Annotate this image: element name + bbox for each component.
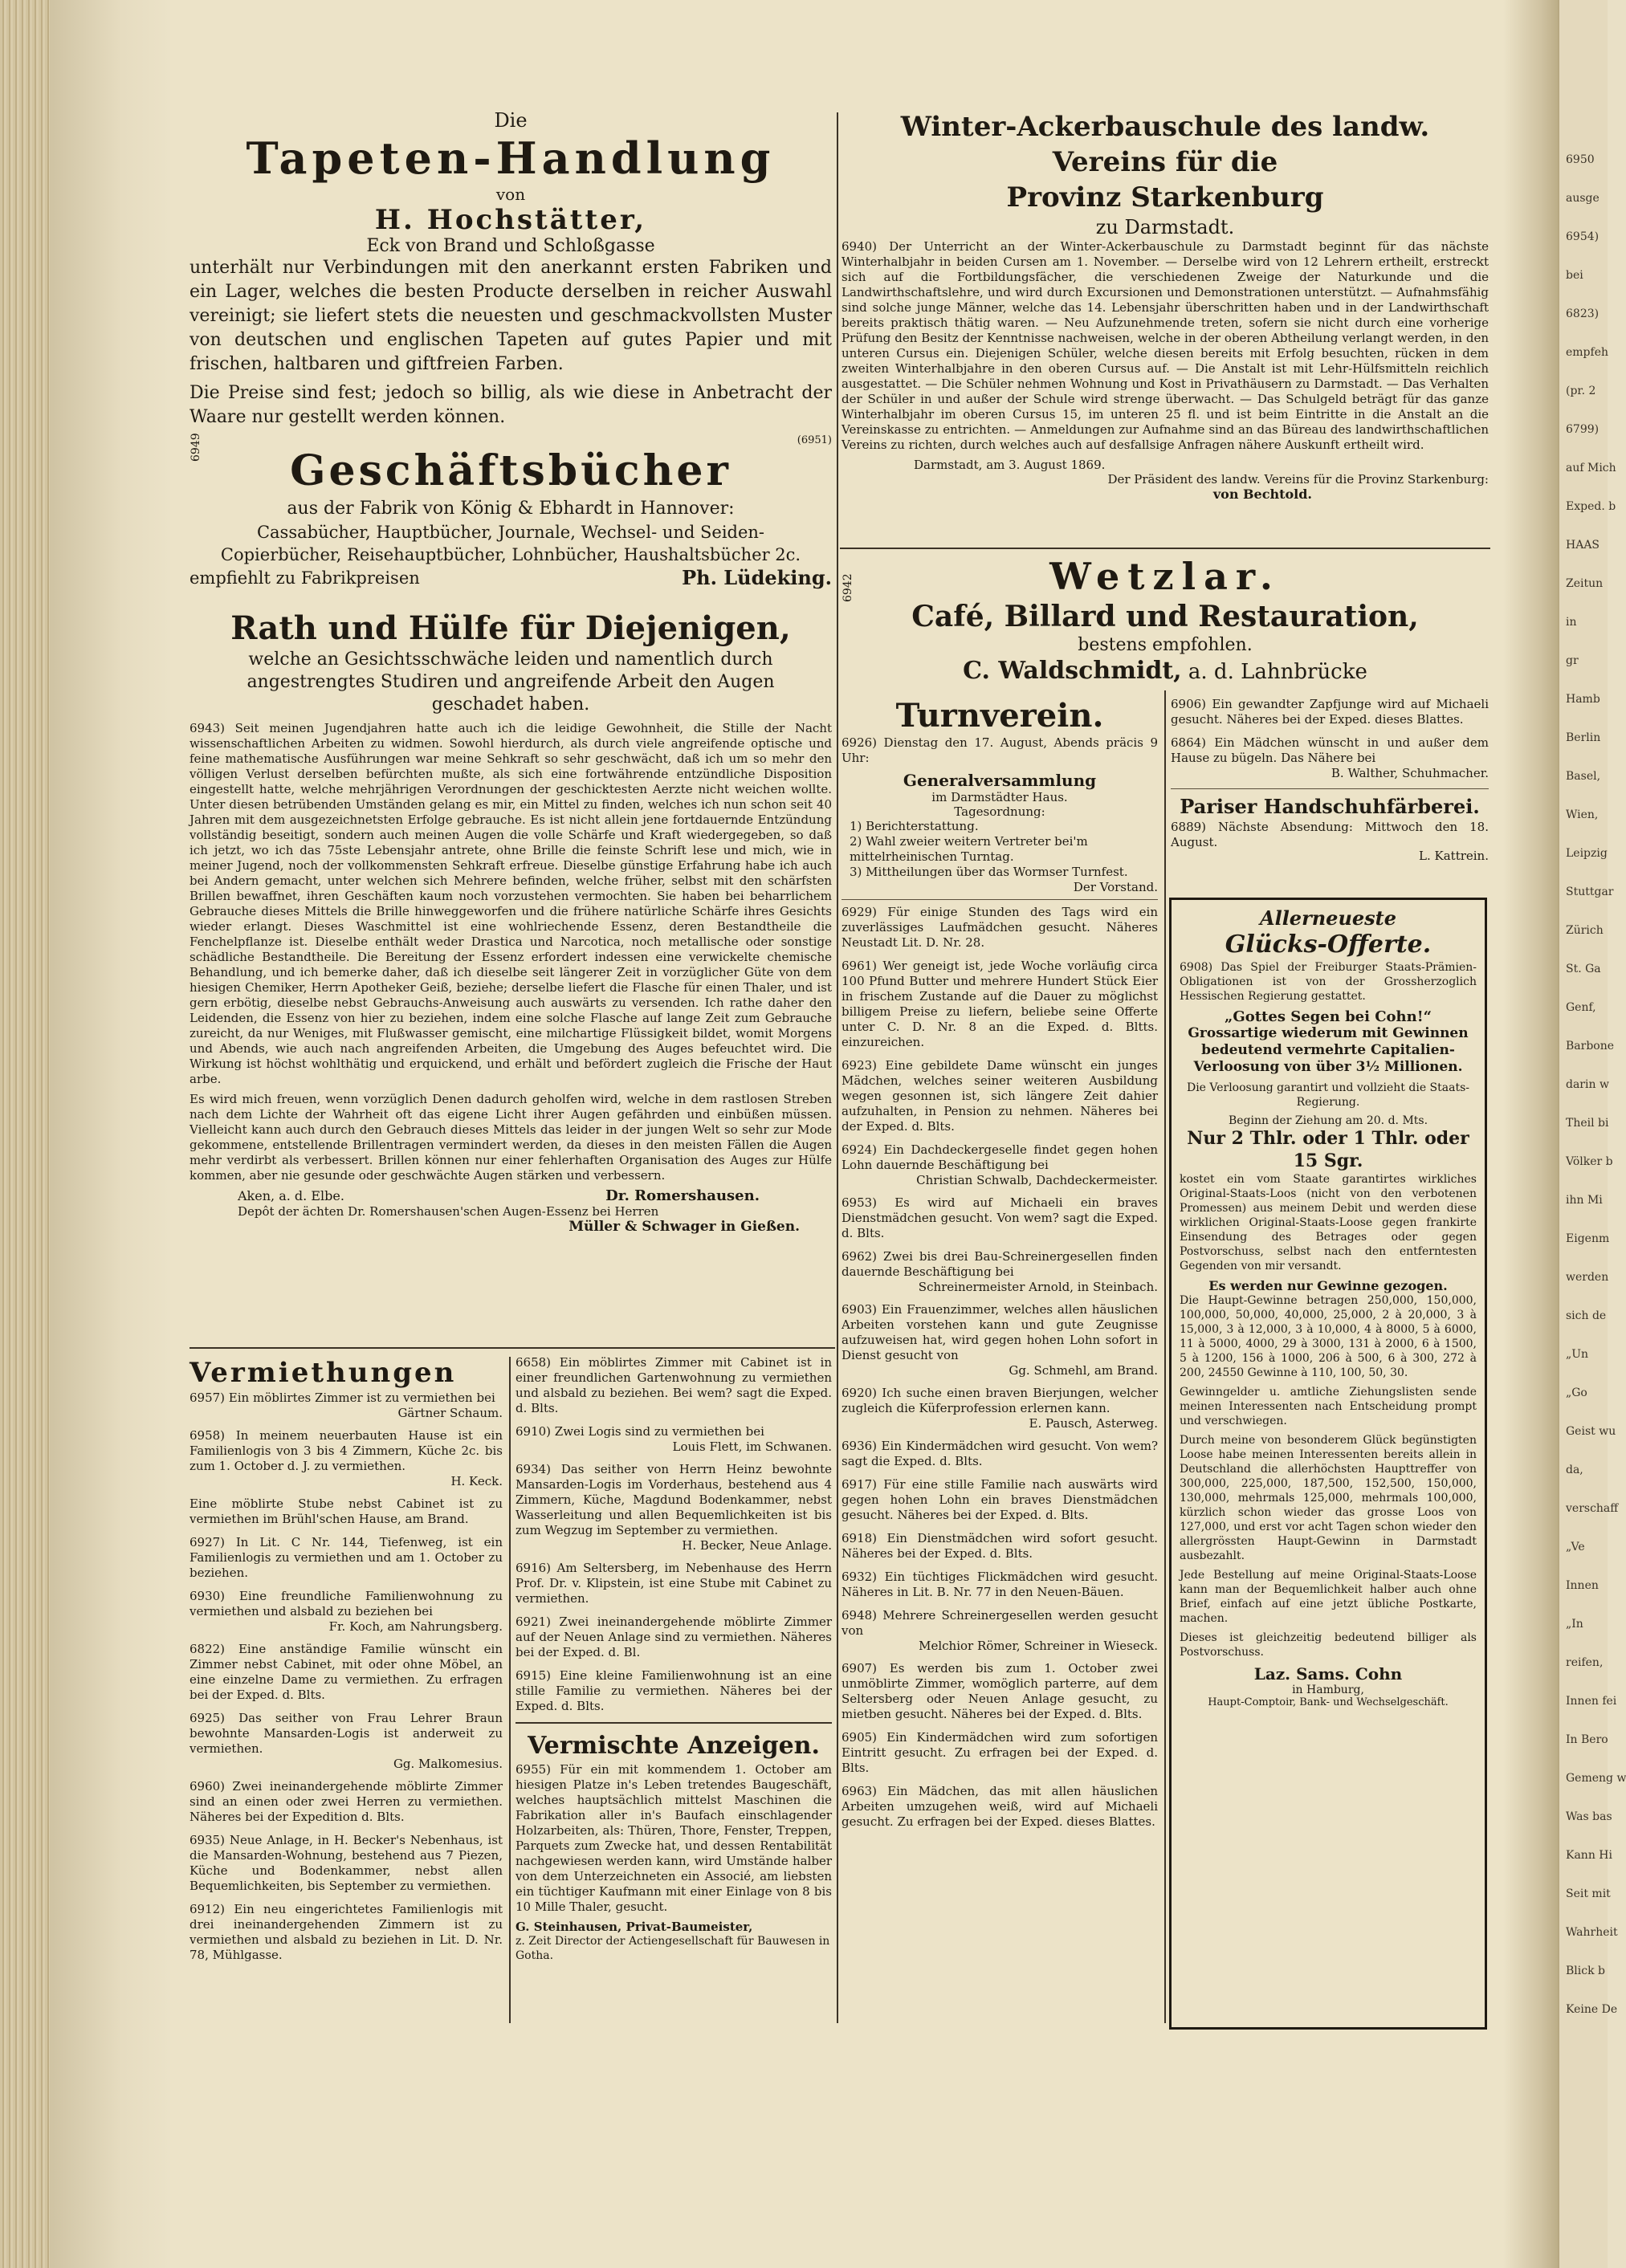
wetzlar-rec: bestens empfohlen. (1078, 635, 1253, 655)
turnverein-title: Turnverein. (895, 697, 1104, 735)
classified-ad (516, 1668, 832, 1714)
adjacent-page-text: sich de (1566, 1309, 1607, 1322)
lotto-p2: „Gottes Segen bei Cohn!“ (1225, 1008, 1432, 1025)
classified-ad (516, 1462, 832, 1553)
classified-ad-text: 6923) Eine gebildete Dame wünscht ein junges Mädchen, welches seiner weiteren Ausbildung wegen gesonnen ist, sich längere Zeit dahier aufzuhalten, in Pension zu nehmen. Näheres bei der Exped. d. Blts. (842, 1058, 1158, 1134)
classified-ad (842, 1195, 1158, 1241)
pariser-body: 6889) Nächste Absendung: Mittwoch den 18. August. (1171, 820, 1489, 849)
agenda-item: 2) Wahl zweier weitern Vertreter bei'm mittelrheinischen Turntag. (850, 834, 1088, 864)
tapeten-number: (6951) (797, 434, 832, 446)
wetzlar-number: 6942 (842, 573, 854, 602)
rath-body2: Es wird mich freuen, wenn vorzüglich Denen dadurch geholfen wird, welche in dem rastlosen Streben nach dem Lichte der Wahrheit oft das eigene Licht ihrer Augen gefährden und einbüßen müssen. Vielleicht kann auch durch den Gebrauch dieses Mittels das leider in der jungen Welt so sehr zur Mode gekommene, entstellende Brillentragen vermindert werden, da dieses in den meisten Fällen die Augen mehr verdirbt als verbessert. Brillen können nur einer fehlerhaften Organisation des Auges zur Hülfe kommen, aber nie gesunde oder geschwächte Augen stärken und verbessern. (189, 1092, 832, 1183)
rath-title: Rath und Hülfe für Diejenigen, (230, 609, 791, 647)
classified-ad-text: 6905) Ein Kindermädchen wird zum sofortigen Eintritt gesucht. Zu erfragen bei der Exped. d. Blts. (842, 1730, 1158, 1775)
classified-ad-text: 6936) Ein Kindermädchen wird gesucht. Von wem? sagt die Exped. d. Blts. (842, 1439, 1158, 1468)
tapeten-address: Eck von Brand und Schloßgasse (366, 236, 655, 256)
adjacent-page-text: ausge (1566, 192, 1600, 205)
adjacent-page-text: St. Ga (1566, 963, 1601, 975)
section-rule (516, 1722, 832, 1724)
rath-signer: Dr. Romershausen. (605, 1187, 760, 1204)
winter-sig1: Der Präsident des landw. Vereins für die Provinz Starkenburg: (1107, 472, 1489, 487)
classified-ad (189, 1902, 503, 1963)
winter-title2: Provinz Starkenburg (1006, 181, 1324, 214)
classified-ad-text: 6929) Für einige Stunden des Tags wird ein zuverlässiges Laufmädchen gesucht. Näheres Neustadt Lit. D. Nr. 28. (842, 905, 1158, 950)
adjacent-page-text: Seit mit (1566, 1887, 1611, 1900)
rath-place: Aken, a. d. Elbe. (238, 1188, 344, 1203)
classified-ad-signer: E. Pausch, Asterweg. (1029, 1416, 1158, 1431)
lotto-p1: 6908) Das Spiel der Freiburger Staats-Prämien-Obligationen ist von der Grossherzoglich Hessischen Regierung gestattet. (1180, 961, 1477, 1003)
adjacent-page-text: Barbone (1566, 1040, 1615, 1053)
classified-ad-signer: Melchior Römer, Schreiner in Wieseck. (919, 1639, 1158, 1653)
classified-ad-text: 6927) In Lit. C Nr. 144, Tiefenweg, ist ein Familienlogis zu vermiethen und am 1. October zu beziehen. (189, 1535, 503, 1580)
winter-title3: zu Darmstadt. (1095, 216, 1235, 238)
wetzlar-title: Wetzlar. (1049, 555, 1281, 598)
divider (842, 899, 1158, 900)
classified-ad-signer: Louis Flett, im Schwanen. (672, 1439, 832, 1454)
classified-ad (842, 1142, 1158, 1187)
classified-ad (842, 1730, 1158, 1776)
classified-ad-text: 6912) Ein neu eingerichtetes Familienlogis mit drei ineinandergehenden Zimmern ist zu vermiethen und alsbald zu beziehen in Lit. D. Nr. 78, Mühlgasse. (189, 1902, 503, 1962)
adjacent-page-text: verschaff (1566, 1502, 1619, 1515)
classified-ad-text: 6907) Es werden bis zum 1. October zwei unmöblirte Zimmer, womöglich parterre, auf dem Seltersberg oder Neuen Anlage gesucht, zu mietben gesucht. Näheres bei der Exped. d. Blts. (842, 1661, 1158, 1721)
adjacent-page-text: Exped. b (1566, 500, 1616, 513)
classified-ad-text: 6932) Ein tüchtiges Flickmädchen wird gesucht. Näheres in Lit. B. Nr. 77 in den Neuen-Bäuen. (842, 1570, 1158, 1599)
classified-ad-signer: H. Keck. (450, 1474, 503, 1488)
lotto-p12: Jede Bestellung auf meine Original-Staats-Loose kann man der Bequemlichkeit halber auch ohne Brief, einfach auf eine jetzt übliche Postkarte, machen. (1180, 1569, 1477, 1625)
tapeten-von: von (495, 185, 526, 204)
lotto-p10: Gewinngelder u. amtliche Ziehungslisten sende meinen Interessenten nach Entscheidung prompt und verschwiegen. (1180, 1386, 1477, 1427)
geschaeft-signer: Ph. Lüdeking. (682, 566, 832, 589)
wetzlar-line (842, 657, 1489, 686)
classified-ad (842, 1784, 1158, 1830)
geschaeft-number: 6949 (189, 433, 202, 462)
classified-ad (516, 1561, 832, 1606)
classified-ad-text: 6864) Ein Mädchen wünscht in und außer dem Hause zu bügeln. Das Nähere bei (1171, 735, 1489, 765)
winter-sig2: von Bechtold. (1212, 487, 1312, 502)
turnverein-place: im Darmstädter Haus. (931, 790, 1068, 804)
geschaeft-line3 (189, 566, 832, 590)
classified-ad (189, 1535, 503, 1581)
right-column (1171, 697, 1489, 863)
winter-date: Darmstadt, am 3. August 1869. (914, 458, 1106, 472)
classified-ad-signer: B. Walther, Schuhmacher. (1331, 766, 1489, 780)
turnverein-body: 6926) Dienstag den 17. August, Abends präcis 9 Uhr: (842, 735, 1158, 765)
turnverein-sig: Der Vorstand. (1073, 880, 1158, 894)
classified-ad (842, 1058, 1158, 1134)
adjacent-page-text: „Ve (1566, 1541, 1585, 1553)
classified-ad-text: 6934) Das seither von Herrn Heinz bewohnte Mansarden-Logis im Vorderhaus, bestehend aus 4 Zimmern, Küche, Magdund Bodenkammer, nebst Wasserleitung und allen Bequemlichkeiten ist bis zum Wegzug im September zu vermiethen. (516, 1462, 832, 1537)
lotto-p13: Dieses ist gleichzeitig bedeutend billiger als Postvorschuss. (1180, 1631, 1477, 1659)
adjacent-page-text: Keine De (1566, 2003, 1618, 2016)
classified-ad-signer: Gg. Malkomesius. (393, 1757, 503, 1771)
adjacent-page-text: (pr. 2 (1566, 385, 1596, 397)
adjacent-page-text: Eigenm (1566, 1232, 1610, 1245)
adjacent-page-text: Innen fei (1566, 1695, 1617, 1708)
classified-ad (189, 1391, 503, 1420)
classified-ad-text: 6658) Ein möblirtes Zimmer mit Cabinet ist in einer freundlichen Gartenwohnung zu vermiethen und alsbald zu beziehen. Bei wem? sagt die Exped. d. Blts. (516, 1355, 832, 1415)
lotto-p6: Nur 2 Thlr. oder 1 Thlr. oder 15 Sgr. (1187, 1128, 1469, 1171)
section-rule (840, 548, 1490, 549)
agenda-item: 1) Berichterstattung. (850, 819, 979, 833)
rath-subtitle: welche an Gesichtsschwäche leiden und namentlich durch angestrengtes Studiren und angreifende Arbeit den Augen geschadet haben. (247, 649, 775, 715)
book-spine-edge (0, 0, 50, 2268)
classified-ad-text: Eine möblirte Stube nebst Cabinet ist zu vermiethen im Brühl'schen Hause, am Brand. (189, 1496, 503, 1526)
ad-lotto-box (1169, 898, 1487, 2030)
column-rule (837, 112, 838, 2023)
rath-body: 6943) Seit meinen Jugendjahren hatte auch ich die leidige Gewohnheit, die Stille der Nacht wissenschaftlichen Arbeiten zu widmen. Sowohl hierdurch, als durch viele angreifende optische und feine mathematische Ausführungen war meine Sehkraft so sehr geschwächt, daß ich um so mehr den völligen Verlust derselben befürchten mußte, als sich eine fortwährende entzündliche Disposition eingestellt hatte, welche mehrjährigen Verordnungen der geschicktesten Aerzte nicht weichen wollte. Unter diesen betrübenden Umständen gelang es mir, ein Mittel zu finden, welches ich nun schon seit 40 Jahren mit dem ausgezeichnetsten Erfolge gebrauche. Es ist nicht allein jene fortdauernde Entzündung vollständig beseitigt, sondern auch meinen Augen die volle Schärfe und Kraft wiedergegeben, so daß ich jetzt, wo ich das 75ste Lebensjahr antrete, ohne Brille die feinste Schrift lese und mich, wie in meiner Jugend, noch der vollkommensten Sehkraft erfreue. Dieselbe günstige Erfahrung habe ich auch bei Andern gemacht, unter welchen sich Mehrere befinden, welche früher, selbst mit den schärfsten Brillen bewaffnet, ihren Geschäften kaum noch vorzustehen vermochten. Sie haben bei beharrlichem Gebrauche dieses Mittels die Brille hinweggeworfen und die frühere natürliche Schärfe ihres Gesichts wieder erlangt. Dieses Waschmittel ist eine wohlriechende Essenz, deren Bestandtheile die Fenchelpflanze ist. Dieselbe enthält weder Drastica und Narcotica, noch metallische oder sonstige schädliche Bestandtheile. Die Bereitung der Essenz erfordert indessen eine verwickelte chemische Behandlung, und ich bemerke daher, daß ich dieselbe seit längerer Zeit in vorzüglicher Güte von dem hiesigen Chemiker, Herrn Apotheker Geiß, beziehe; derselbe liefert die Flasche für einen Thaler, und ist gern erbötig, dieselbe nebst Gebrauchs-Anweisung auch auswärts zu versenden. Ich rathe daher den Leidenden, die Essenz von hier zu beziehen, indem eine solche Flasche auf lange Zeit zum Gebrauche zureicht, da nur Weniges, mit Flußwasser gemischt, eine milchartige Flüssigkeit bildet, womit Morgens und Abends, wie auch nach angreifenden Arbeiten, die Umgebung des Auges befeuchtet wird. Die Wirkung ist höchst wohlthätig und erquickend, und erhält und befördert zugleich die Frische der Haut arbe. (189, 721, 832, 1086)
adjacent-page-text: Zeitun (1566, 577, 1604, 590)
classified-ad (189, 1496, 503, 1527)
classified-ad (189, 1833, 503, 1894)
adjacent-page-text: „Go (1566, 1386, 1587, 1399)
classified-ad (842, 1477, 1158, 1523)
ad-tapeten (189, 109, 832, 446)
section-rule (189, 1347, 835, 1349)
agenda-item: 3) Mittheilungen über das Wormser Turnfest. (850, 865, 1128, 879)
geschaeft-title: Geschäftsbücher (290, 446, 731, 495)
adjacent-page-text: Kann Hi (1566, 1849, 1612, 1862)
tapeten-intro: Die (494, 109, 528, 132)
adjacent-page-text: Basel, (1566, 770, 1601, 783)
classified-ad (189, 1779, 503, 1825)
pariser-title: Pariser Handschuhfärberei. (1180, 795, 1480, 818)
adjacent-page-text: in (1566, 616, 1577, 629)
rath-depot-name: Müller & Schwager in Gießen. (568, 1219, 800, 1235)
geschaeft-recommend: empfiehlt zu Fabrikpreisen (189, 568, 420, 588)
winter-title1: Winter-Ackerbauschule des landw. Vereins für die (900, 111, 1430, 178)
tapeten-name: H. Hochstätter, (374, 204, 647, 236)
classified-ad-text: 6960) Zwei ineinandergehende möblirte Zimmer sind an einen oder zwei Herren zu vermiethen. Näheres bei der Expedition d. Blts. (189, 1779, 503, 1824)
classified-ad-text: 6953) Es wird auf Michaeli ein braves Dienstmädchen gesucht. Von wem? sagt die Exped. d. Blts. (842, 1195, 1158, 1240)
classified-ad (842, 1386, 1158, 1431)
vermischte-title: Vermischte Anzeigen. (528, 1732, 820, 1760)
adjacent-page-text: Gemeng w (1566, 1772, 1626, 1785)
adjacent-page-text: bei (1566, 269, 1583, 282)
classified-ad-text: 6916) Am Seltersberg, im Nebenhause des Herrn Prof. Dr. v. Klipstein, ist eine Stube mit Cabinet zu vermiethen. (516, 1561, 832, 1606)
lotto-head2: Glücks-Offerte. (1225, 930, 1432, 959)
vermiet-column-2 (516, 1355, 832, 1963)
tapeten-title: Tapeten-Handlung (246, 132, 776, 184)
geschaeft-line2: Cassabücher, Hauptbücher, Journale, Wechsel- und Seiden-Copierbücher, Reisehauptbücher, Lohnbücher, Haushaltsbücher 2c. (220, 523, 801, 564)
adjacent-page-text: Wahrheit (1566, 1926, 1618, 1939)
adjacent-page-text: ihn Mi (1566, 1194, 1603, 1207)
classified-ad (842, 959, 1158, 1050)
adjacent-page-text: empfeh (1566, 346, 1609, 359)
lotto-p4: Die Verloosung garantirt und vollzieht die Staats-Regierung. (1186, 1081, 1470, 1109)
classified-ad-text: 6957) Ein möblirtes Zimmer ist zu vermiethen bei (189, 1391, 495, 1405)
adjacent-page-text: werden (1566, 1271, 1609, 1284)
vermischte-signer: G. Steinhausen, Privat-Baumeister, (516, 1920, 753, 1934)
adjacent-page-text: Hamb (1566, 693, 1600, 706)
classified-ad-text: 6920) Ich suche einen braven Bierjungen, welcher zugleich die Küferprofession erlernen kann. (842, 1386, 1158, 1415)
adjacent-page-text: reifen, (1566, 1656, 1604, 1669)
adjacent-page-text: Theil bi (1566, 1117, 1609, 1130)
classified-ad-text: 6915) Eine kleine Familienwohnung ist an eine stille Familie zu vermiethen. Näheres bei der Exped. d. Blts. (516, 1668, 832, 1713)
lotto-p5: Beginn der Ziehung am 20. d. Mts. (1228, 1114, 1428, 1127)
adjacent-page-text: Innen (1566, 1579, 1599, 1592)
classified-ad-text: 6906) Ein gewandter Zapfjunge wird auf Michaeli gesucht. Näheres bei der Exped. dieses Blattes. (1171, 697, 1489, 727)
classified-ad (842, 1661, 1158, 1722)
classified-ad-text: 6918) Ein Dienstmädchen wird sofort gesucht. Näheres bei der Exped. d. Blts. (842, 1531, 1158, 1561)
lotto-head1: Allerneueste (1259, 906, 1397, 930)
geschaeft-line1: aus der Fabrik von König & Ebhardt in Hannover: (287, 499, 735, 519)
adjacent-page-text: Was bas (1566, 1810, 1612, 1823)
column-rule (1164, 690, 1166, 2023)
classified-ad (516, 1355, 832, 1416)
classified-ad-signer: Gärtner Schaum. (397, 1406, 503, 1420)
classified-ad (842, 1570, 1158, 1600)
divider (1171, 788, 1489, 789)
tapeten-prices: Die Preise sind fest; jedoch so billig, als wie diese in Anbetracht der Waare nur gestellt werden können. (189, 383, 832, 427)
classified-ad (189, 1589, 503, 1634)
classified-ad (189, 1642, 503, 1703)
ad-wetzlar (842, 554, 1489, 686)
lotto-p7: kostet ein vom Staate garantirtes wirkliches Original-Staats-Loos (nicht von den verbotenen Promessen) aus meinem Debit und werden diese wirklichen Original-Staats-Loose gegen frankirte Einsendung des Betrages oder gegen Postvorschuss, selbst nach den entferntesten Gegenden von mir versandt. (1180, 1173, 1477, 1272)
adjacent-page-text: „Un (1566, 1348, 1589, 1361)
classified-ad-text: 6925) Das seither von Frau Lehrer Braun bewohnte Mansarden-Logis ist anderweit zu vermiethen. (189, 1711, 503, 1756)
classified-ad (516, 1424, 832, 1454)
column-rule (509, 1357, 511, 2023)
lotto-p3: Grossartige wiederum mit Gewinnen bedeutend vermehrte Capitalien-Verloosung von über 3½ Millionen. (1188, 1025, 1469, 1075)
lotto-sig2: in Hamburg, (1292, 1684, 1364, 1696)
adjacent-page-text: gr (1566, 654, 1579, 667)
adjacent-page-text: 6799) (1566, 423, 1600, 436)
lotto-sig: Laz. Sams. Cohn (1253, 1664, 1403, 1684)
vermischte-signer2: z. Zeit Director der Actiengesellschaft für Bauwesen in Gotha. (516, 1935, 830, 1962)
classified-ad-signer: Fr. Koch, am Nahrungsberg. (328, 1619, 503, 1634)
classified-ad-text: 6917) Für eine stille Familie nach auswärts wird gegen hohen Lohn ein braves Dienstmädchen gesucht. Näheres bei der Exped. d. Blts. (842, 1477, 1158, 1522)
adjacent-page-text: darin w (1566, 1078, 1609, 1091)
classified-ad-text: 6948) Mehrere Schreinergesellen werden gesucht von (842, 1608, 1158, 1638)
classified-ad (842, 1608, 1158, 1653)
classified-ad-signer: Schreinermeister Arnold, in Steinbach. (918, 1280, 1158, 1294)
ad-rath (189, 609, 832, 1235)
adjacent-page-text: 6950 (1566, 153, 1595, 166)
classified-ad (842, 1302, 1158, 1378)
adjacent-page-text: HAAS (1566, 539, 1600, 552)
vermiet-title: Vermiethungen (189, 1357, 457, 1389)
lotto-p8: Es werden nur Gewinne gezogen. (1208, 1278, 1448, 1293)
lotto-p9: Die Haupt-Gewinne betragen 250,000, 150,000, 100,000, 50,000, 40,000, 25,000, 2 à 20,000, 3 à 15,000, 3 à 12,000, 3 à 10,000, 4 à 8000, 5 à 6000, 11 à 5000, 4000, 29 à 3000, 131 à 2000, 6 à 1500, 5 à 1200, 156 à 1000, 206 à 500, 6 à 300, 272 à 200, 24550 Gewinne à 110, 100, 50, 30. (1180, 1294, 1477, 1379)
adjacent-page-text: Genf, (1566, 1001, 1596, 1014)
classified-ad (189, 1428, 503, 1488)
classified-ad-text: 6924) Ein Dachdeckergeselle findet gegen hohen Lohn dauernde Beschäftigung bei (842, 1142, 1158, 1172)
pariser-sig: L. Kattrein. (1419, 849, 1489, 863)
adjacent-page-text: Wien, (1566, 808, 1599, 821)
classified-ad (842, 1439, 1158, 1469)
turnverein-agenda-title: Tagesordnung: (954, 804, 1045, 819)
adjacent-page-text: 6954) (1566, 230, 1600, 243)
adjacent-page-text: Stuttgar (1566, 886, 1614, 898)
wetzlar-sub: Café, Billard und Restauration, (911, 600, 1419, 633)
adjacent-page-text: Völker b (1566, 1155, 1613, 1168)
classified-ad-text: 6958) In meinem neuerbauten Hause ist ein Familienlogis von 3 bis 4 Zimmern, Küche 2c. bis zum 1. October d. J. zu vermiethen. (189, 1428, 503, 1473)
wetzlar-name: C. Waldschmidt, (963, 657, 1182, 685)
winter-body: 6940) Der Unterricht an der Winter-Ackerbauschule zu Darmstadt beginnt für das nächste Winterhalbjahr in beiden Cursen am 1. November. — Derselbe wird von 12 Lehrern ertheilt, erstreckt sich auf die Fortbildungsfächer, die verschiedenen Zweige der Naturkunde und die Landwirthschaftslehre, und wird durch Excursionen und Demonstrationen unterstützt. — Aufnahmsfähig sind solche junge Männer, welche das 14. Lebensjahr überschritten haben und in der Landwirthschaft bereits praktisch thätig waren. — Neu Aufzunehmende treten, sofern sie nicht durch eine vorherige Prüfung den Besitz der Kenntnisse nachweisen, welche in der oberen Abtheilung verlangt werden, in den unteren Cursus ein. Diejenigen Schüler, welche diesen bereits mit Erfolg besuchten, rücken in dem zweiten Winterhalbjahre in den oberen Cursus auf. — Die Anstalt ist mit Lehr-Hülfsmitteln reichlich ausgestattet. — Die Schüler nehmen Wohnung und Kost in Privathäusern zu Darmstadt. — Das Verhalten der Schüler in und außer der Schule wird strenge überwacht. — Das Schulgeld beträgt für das ganze Winterhalbjahr im oberen Cursus 15, im unteren 25 fl. und ist beim Eintritte in die Anstalt an die Vereinskasse zu entrichten. — Anmeldungen zur Aufnahme sind an das Büreau des landwirthschaftlichen Vereins zu richten, durch welches auch auf desfallsige Anfragen nähere Auskunft ertheilt wird. (842, 239, 1489, 452)
lotto-p11: Durch meine von besonderem Glück begünstigten Loose habe meinen Interessenten bereits allein in Deutschland die allerhöchsten Haupttreffer von 300,000, 225,000, 187,500, 152,500, 150,000, 130,000, mehrmals 125,000, mehrmals 100,000, kürzlich schon wieder das grosse Loos von 127,000, und erst vor acht Tagen schon wieder den allergrössten Haupt-Gewinn in Darmstadt ausbezahlt. (1180, 1434, 1477, 1562)
classified-ad-text: 6910) Zwei Logis sind zu vermiethen bei (516, 1424, 764, 1439)
classified-ad (842, 1249, 1158, 1294)
classified-ad-signer: H. Becker, Neue Anlage. (682, 1538, 832, 1553)
adjacent-page-text: 6823) (1566, 307, 1600, 320)
adjacent-page-text: da, (1566, 1464, 1583, 1476)
page-gutter (1503, 0, 1558, 2268)
adjacent-page-fragment (1558, 0, 1626, 2268)
adjacent-page-text: auf Mich (1566, 462, 1616, 474)
classified-ad-text: 6963) Ein Mädchen, das mit allen häuslichen Arbeiten umzugehen weiß, wird auf Michaeli gesucht. Zu erfragen bei der Exped. dieses Blattes. (842, 1784, 1158, 1829)
tapeten-body: unterhält nur Verbindungen mit den anerkannt ersten Fabriken und ein Lager, welches die besten Producte derselben in reicher Auswahl vereinigt; sie liefert stets die neuesten und geschmackvollsten Muster von deutschen und englischen Tapeten auf gutes Papier und mit frischen, haltbaren und giftfreien Farben. (189, 258, 832, 374)
classified-ad-text: 6930) Eine freundliche Familienwohnung zu vermiethen und alsbald zu beziehen bei (189, 1589, 503, 1619)
adjacent-page-text: Geist wu (1566, 1425, 1616, 1438)
classified-ad-text: 6921) Zwei ineinandergehende möblirte Zimmer auf der Neuen Anlage sind zu vermiethen. Näheres bei der Exped. d. Bl. (516, 1614, 832, 1659)
classified-ad-signer: Gg. Schmehl, am Brand. (1009, 1363, 1158, 1378)
lotto-sig3: Haupt-Comptoir, Bank- und Wechselgeschäft. (1208, 1696, 1449, 1708)
adjacent-page-text: Zürich (1566, 924, 1604, 937)
classified-ad-signer: Christian Schwalb, Dachdeckermeister. (916, 1173, 1158, 1187)
classified-ad-text: 6903) Ein Frauenzimmer, welches allen häuslichen Arbeiten vorstehen kann und gute Zeugnisse aufzuweisen hat, wird gegen hohen Lohn sofort in Dienst gesucht von (842, 1302, 1158, 1362)
adjacent-page-text: In Bero (1566, 1733, 1608, 1746)
classified-ad (189, 1711, 503, 1771)
classified-ad (1171, 735, 1489, 780)
book-spine-shadow (50, 0, 170, 2268)
middle-column (842, 697, 1158, 1838)
adjacent-page-text: Blick b (1566, 1965, 1605, 1977)
adjacent-page-text: Leipzig (1566, 847, 1608, 860)
adjacent-page-text: Berlin (1566, 731, 1601, 744)
vermischte-body: 6955) Für ein mit kommendem 1. October am hiesigen Platze in's Leben tretendes Baugeschäft, welches hauptsächlich mittelst Maschinen die Fabrikation aller in's Baufach einschlagender Holzarbeiten, als: Thüren, Thore, Fenster, Treppen, Parquets zum Zwecke hat, und dessen Rentabilität nachgewiesen werden kann, wird Umstände halber von dem Unterzeichneten ein Associé, am liebsten ein tüchtiger Kaufmann mit einer Einlage von 8 bis 10 Mille Thaler, gesucht. (516, 1762, 832, 1914)
classified-ad-text: 6962) Zwei bis drei Bau-Schreinergesellen finden dauernde Beschäftigung bei (842, 1249, 1158, 1279)
classified-ad (516, 1614, 832, 1660)
classified-ad-text: 6961) Wer geneigt ist, jede Woche vorläufig circa 100 Pfund Butter und mehrere Hundert Stück Eier in frischem Zustande auf die Dauer zu möglichst billigem Preise zu liefern, beliebe seine Offerte unter C. D. Nr. 8 an die Exped. d. Bltts. einzureichen. (842, 959, 1158, 1049)
vermiet-column-1 (189, 1355, 503, 1971)
wetzlar-place: a. d. Lahnbrücke (1188, 660, 1367, 684)
classified-ad-text: 6822) Eine anständige Familie wünscht ein Zimmer nebst Cabinet, mit oder ohne Möbel, an eine einzelne Dame zu vermiethen. Zu erfragen bei der Exped. d. Blts. (189, 1642, 503, 1702)
classified-ad-text: 6935) Neue Anlage, in H. Becker's Nebenhaus, ist die Mansarden-Wohnung, bestehend aus 7 Piezen, Küche und Bodenkammer, nebst allen Bequemlichkeiten, bis September zu vermiethen. (189, 1833, 503, 1893)
rath-depot: Depôt der ächten Dr. Romershausen'schen Augen-Essenz bei Herren (238, 1204, 659, 1219)
turnverein-sub: Generalversammlung (903, 771, 1097, 790)
classified-ad (1171, 697, 1489, 727)
classified-ad (842, 1531, 1158, 1562)
adjacent-page-text: „In (1566, 1618, 1583, 1631)
classified-ad (842, 905, 1158, 951)
ad-winter (842, 109, 1489, 502)
